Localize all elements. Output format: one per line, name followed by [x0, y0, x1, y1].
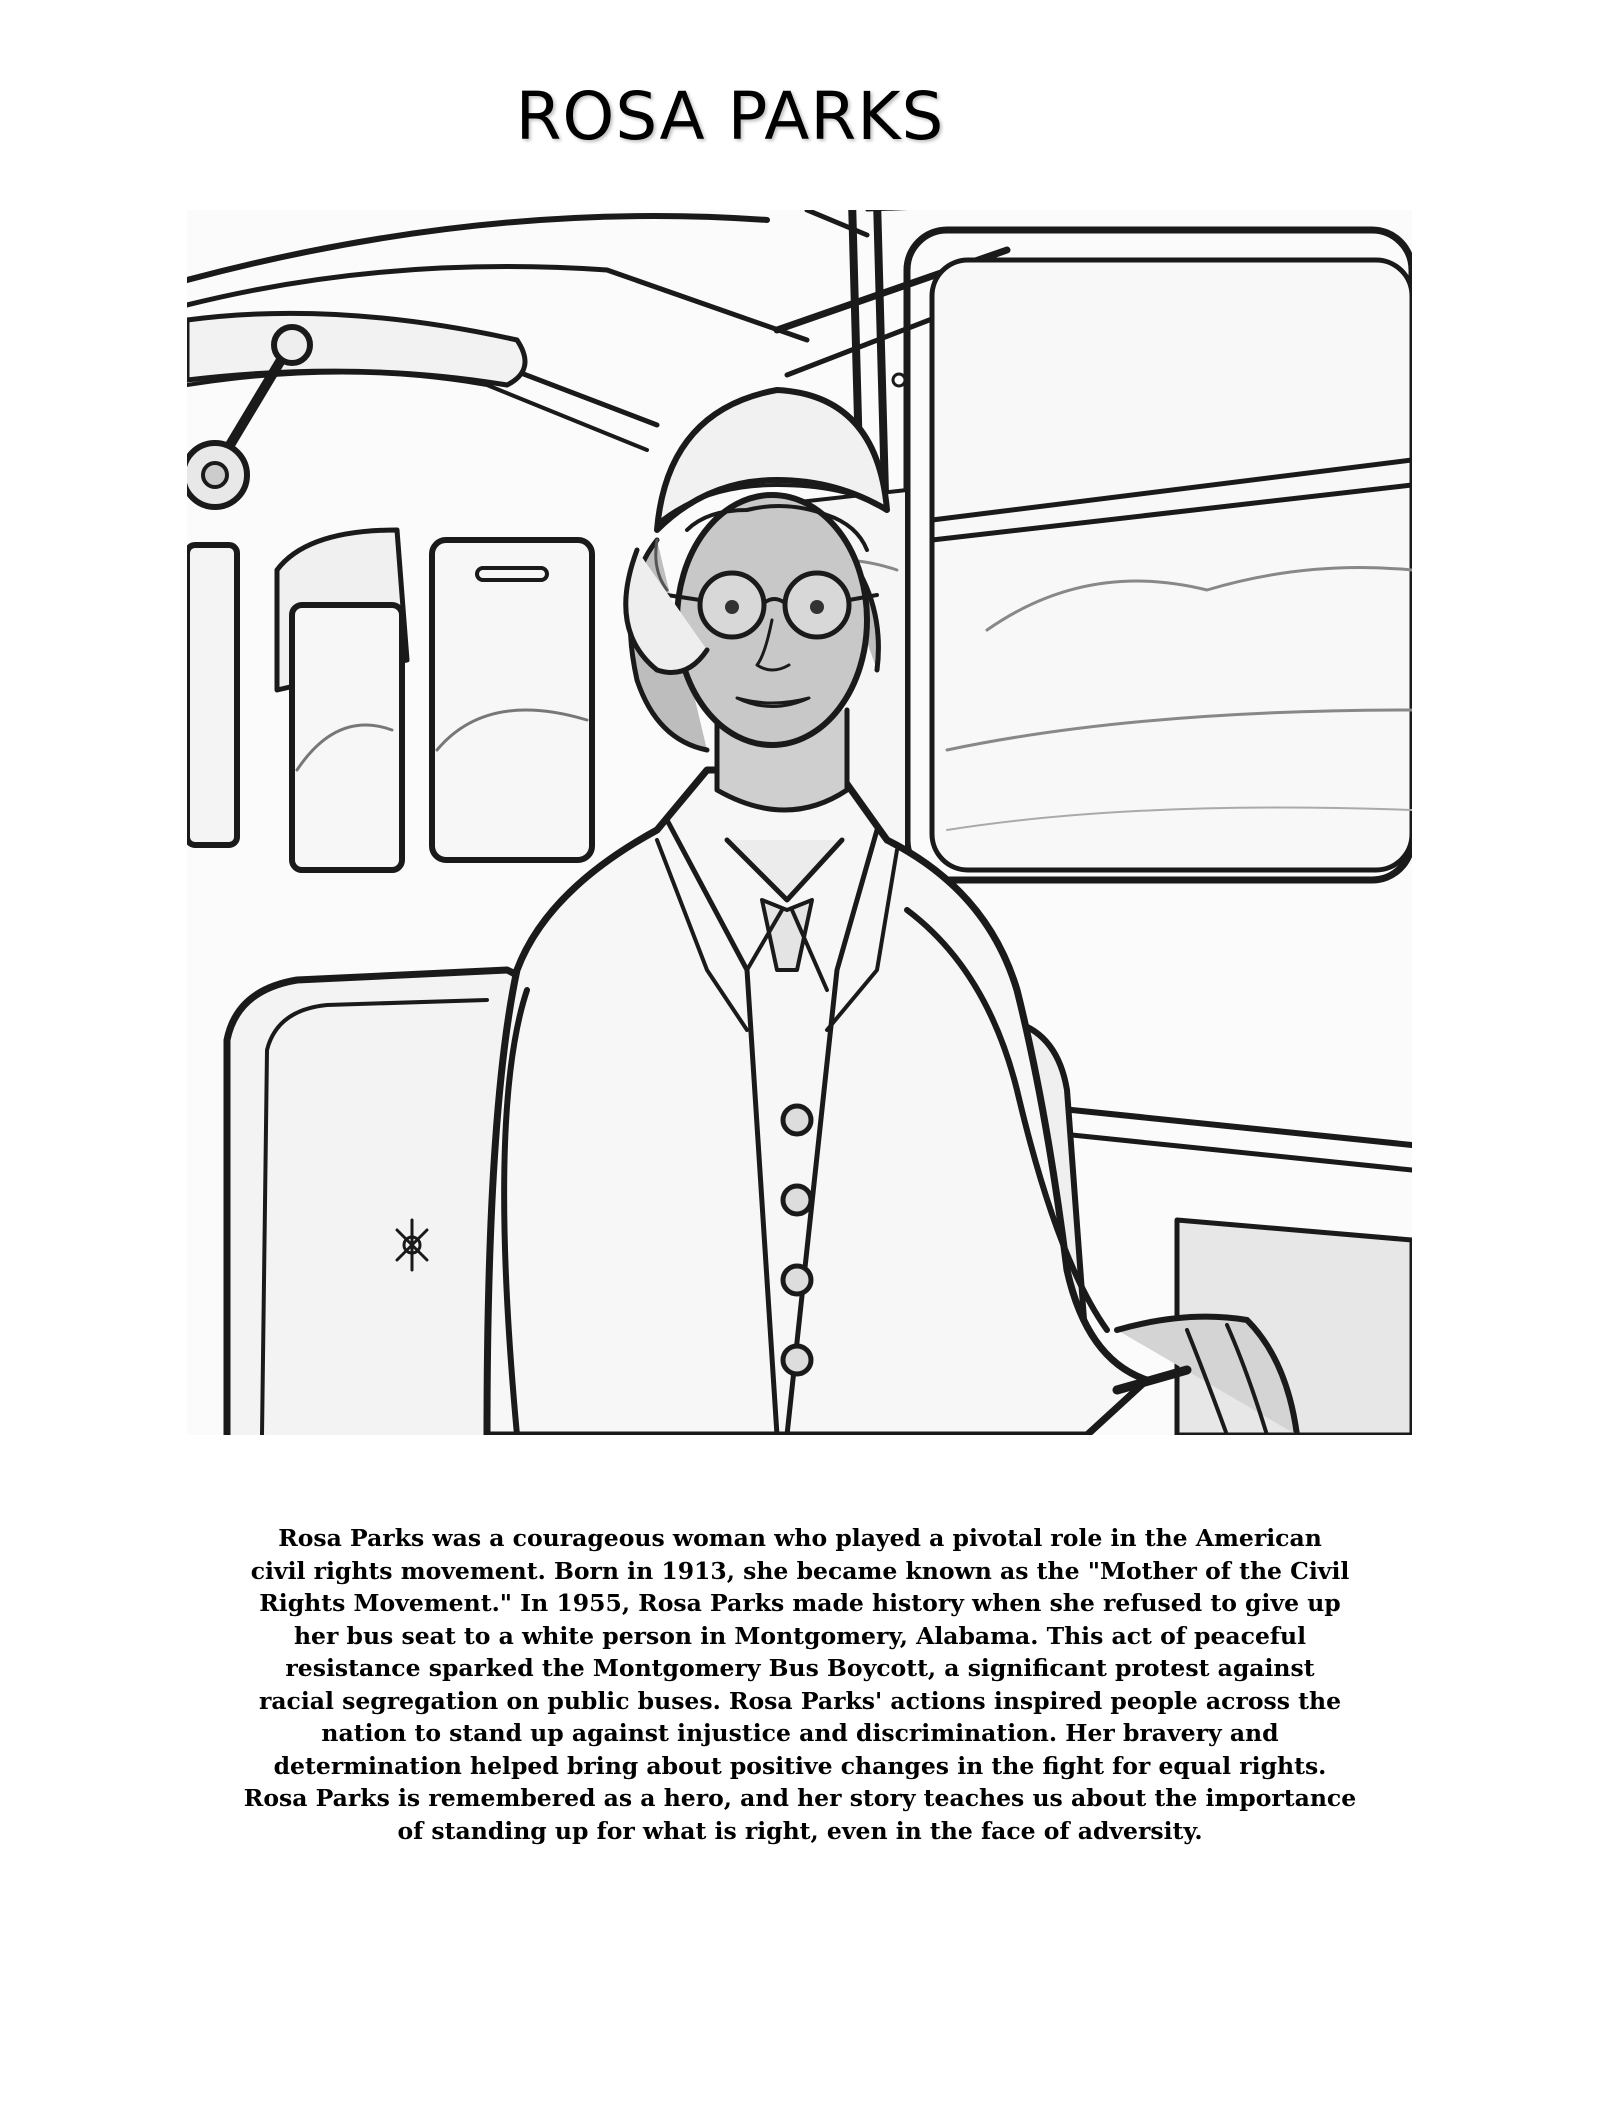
biography-line: civil rights movement. Born in 1913, she became known as the "Mother of the Civil	[250, 1556, 1350, 1585]
rosa-parks-illustration	[187, 210, 1412, 1435]
biography-line: of standing up for what is right, even in the face of adversity.	[397, 1816, 1203, 1845]
biography-line: racial segregation on public buses. Rosa Parks' actions inspired people across the	[258, 1686, 1342, 1715]
biography-line: Rights Movement." In 1955, Rosa Parks made history when she refused to give up	[259, 1589, 1341, 1617]
biography-line: determination helped bring about positive changes in the fight for equal rights.	[273, 1751, 1327, 1780]
biography-text	[170, 1522, 1430, 1847]
biography-line: nation to stand up against injustice and discrimination. Her bravery and	[321, 1719, 1279, 1747]
biography-line: her bus seat to a white person in Montgomery, Alabama. This act of peaceful	[293, 1621, 1307, 1650]
biography-line: resistance sparked the Montgomery Bus Boycott, a significant protest against	[285, 1654, 1315, 1682]
portrait-illustration-icon	[187, 210, 1412, 1435]
page-title: ROSA PARKS	[515, 78, 945, 155]
biography-line: Rosa Parks was a courageous woman who played a pivotal role in the American	[278, 1524, 1322, 1552]
biography-line: Rosa Parks is remembered as a hero, and her story teaches us about the importance	[243, 1784, 1357, 1812]
